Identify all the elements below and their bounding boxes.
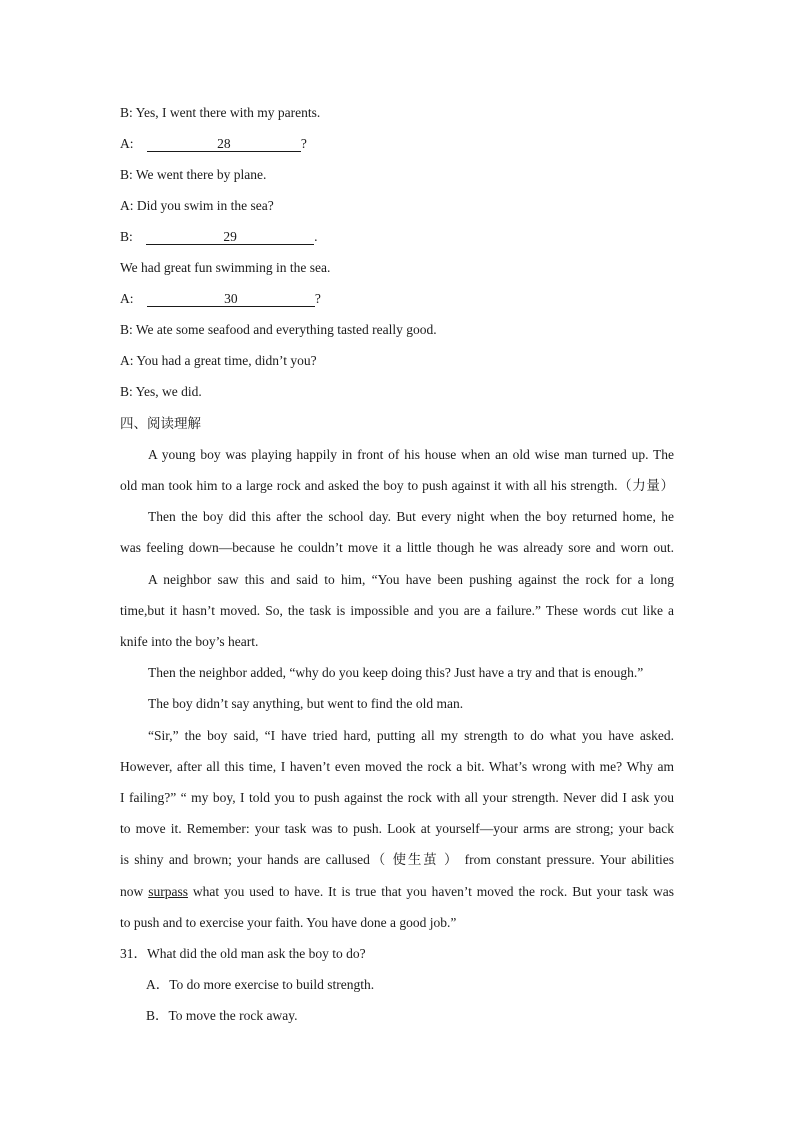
passage-line: time,but it hasn’t moved. So, the task is impossible and you are a failure.” These words cut like a bbox=[120, 603, 674, 618]
speaker-label: A: bbox=[120, 291, 134, 306]
dialogue-line: A: You had a great time, didn’t you? bbox=[120, 353, 317, 368]
dialogue-line-blank-30 bbox=[120, 290, 321, 308]
passage-line: Then the neighbor added, “why do you keep doing this? Just have a try and that is enough.” bbox=[148, 665, 644, 680]
dialogue-line: A: Did you swim in the sea? bbox=[120, 198, 274, 213]
dialogue-line: B: Yes, we did. bbox=[120, 384, 202, 399]
dialogue-line: We had great fun swimming in the sea. bbox=[120, 260, 331, 275]
passage-text: what you used to have. It is true that you haven’t moved the rock. But your task was bbox=[187, 884, 675, 899]
speaker-label: A: bbox=[120, 136, 134, 151]
passage-line: A neighbor saw this and said to him, “You have been pushing against the rock for a long bbox=[148, 572, 674, 587]
passage-line: “Sir,” the boy said, “I have tried hard, putting all my strength to do what you have asked. bbox=[148, 728, 674, 743]
punctuation: ? bbox=[314, 291, 321, 306]
passage-line: is shiny and brown; your hands are callused（ 使生茧 ） from constant pressure. Your abilities bbox=[120, 852, 674, 867]
answer-blank[interactable]: 29 bbox=[146, 229, 314, 245]
dialogue-line-blank-29 bbox=[120, 228, 318, 246]
passage-line: to move it. Remember: your task was to push. Look at yourself—your arms are strong; your back bbox=[120, 821, 674, 836]
underlined-word: surpass bbox=[148, 884, 188, 899]
passage-line: to push and to exercise your faith. You have done a good job.” bbox=[120, 915, 457, 930]
passage-line: I failing?” “ my boy, I told you to push against the rock with all your strength. Never did I ask you bbox=[120, 790, 674, 805]
option-b[interactable]: B．To move the rock away. bbox=[146, 1008, 298, 1023]
punctuation: . bbox=[314, 229, 318, 244]
dialogue-line: B: Yes, I went there with my parents. bbox=[120, 105, 321, 120]
passage-line: Then the boy did this after the school day. But every night when the boy returned home, he bbox=[148, 509, 674, 524]
passage-line: A young boy was playing happily in front of his house when an old wise man turned up. The bbox=[148, 447, 674, 462]
question-stem: 31．What did the old man ask the boy to do? bbox=[120, 946, 366, 961]
dialogue-line-blank-28 bbox=[120, 135, 307, 153]
option-a[interactable]: A．To do more exercise to build strength. bbox=[146, 977, 375, 992]
passage-line: knife into the boy’s heart. bbox=[120, 634, 259, 649]
passage-line bbox=[120, 883, 674, 901]
passage-line: old man took him to a large rock and asked the boy to push against it with all his strength.（力量） bbox=[120, 478, 674, 493]
dialogue-line: B: We went there by plane. bbox=[120, 167, 267, 182]
answer-blank[interactable]: 30 bbox=[147, 291, 315, 307]
speaker-label: B: bbox=[120, 229, 133, 244]
section-title: 四、阅读理解 bbox=[120, 416, 201, 432]
punctuation: ? bbox=[300, 136, 307, 151]
dialogue-line: B: We ate some seafood and everything tasted really good. bbox=[120, 322, 437, 337]
passage-text: now bbox=[120, 884, 149, 899]
answer-blank[interactable]: 28 bbox=[147, 136, 301, 152]
passage-line: was feeling down—because he couldn’t move it a little though he was already sore and worn out. bbox=[120, 540, 674, 555]
passage-line: The boy didn’t say anything, but went to find the old man. bbox=[148, 696, 464, 711]
passage-line: However, after all this time, I haven’t even moved the rock a bit. What’s wrong with me? Why am bbox=[120, 759, 674, 774]
